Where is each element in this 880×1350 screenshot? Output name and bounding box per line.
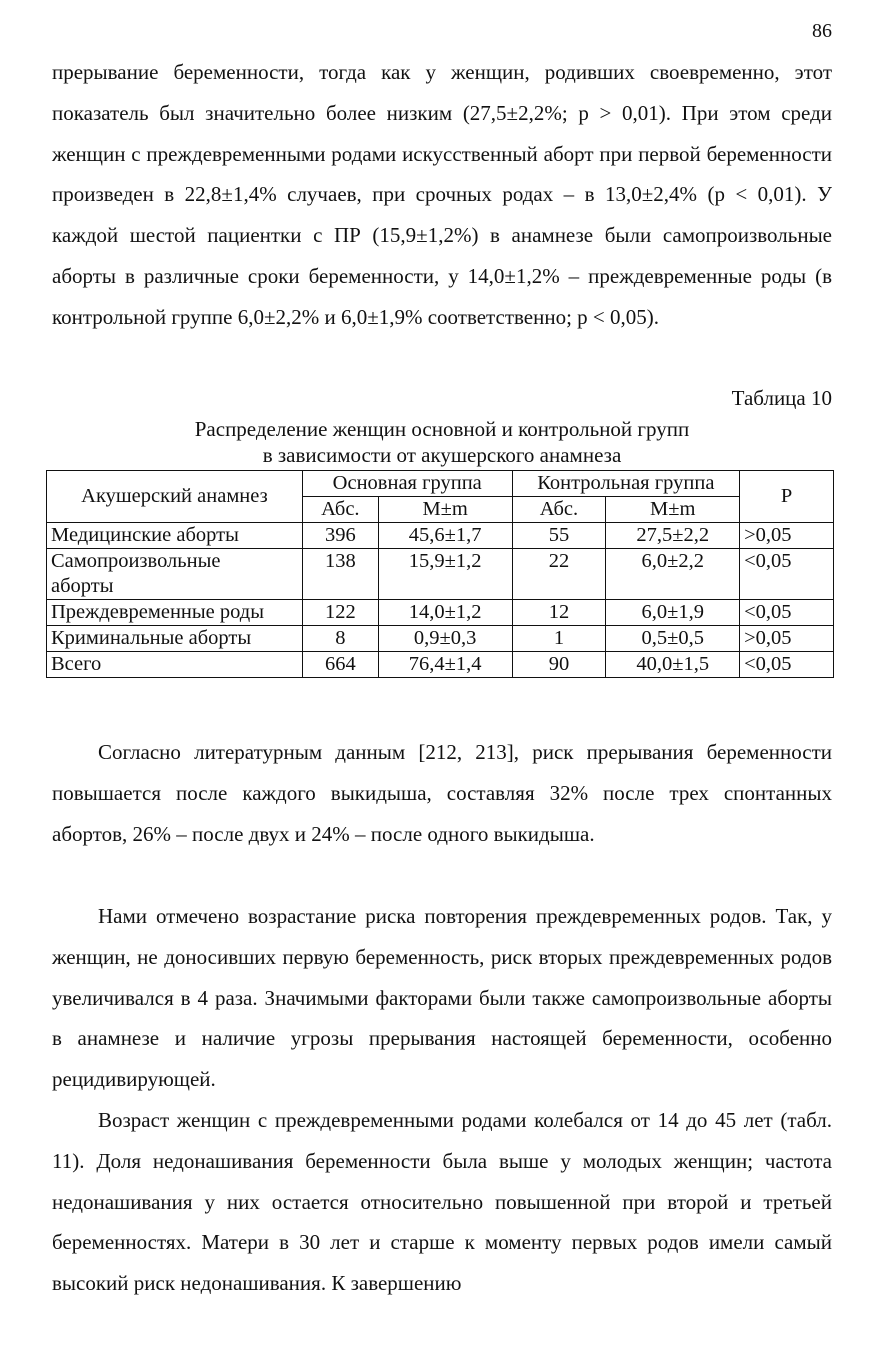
paragraph-2: Согласно литературным данным [212, 213], риск прерывания беременности повышается после каждого выкидыша, составляя 32% после трех спонтанных абортов, 26% – после двух и 24% – после одного выкидыша. [52,740,832,846]
table-header-row [47,471,834,497]
cell-abs-main: 8 [302,626,378,652]
data-table [46,470,834,678]
header-abs-control: Абс. [512,497,606,523]
cell-mm-main: 0,9±0,3 [378,626,512,652]
header-mm-control: М±m [606,497,740,523]
cell-mm-control: 6,0±1,9 [606,600,740,626]
header-mm-main: М±m [378,497,512,523]
cell-mm-main: 45,6±1,7 [378,523,512,549]
paragraph-4: Возраст женщин с преждевременными родами колебался от 14 до 45 лет (табл. 11). Доля недонашивания беременности была выше у молодых женщин; частота недонашивания у них остается относительно повышенной при второй и третьей беременностях. Матери в 30 лет и старше к моменту первых родов имели самый высокий риск недонашивания. К завершению [52,1108,832,1296]
cell-abs-control: 22 [512,549,606,600]
cell-p: <0,05 [740,652,834,678]
cell-abs-control: 90 [512,652,606,678]
row-label: Медицинские аборты [47,523,303,549]
header-abs-main: Абс. [302,497,378,523]
cell-abs-control: 55 [512,523,606,549]
table-caption-line-2: в зависимости от акушерского анамнеза [262,443,622,467]
header-control-group: Контрольная группа [512,471,740,497]
cell-abs-main: 122 [302,600,378,626]
paragraph-3: Нами отмечено возрастание риска повторения преждевременных родов. Так, у женщин, не доносивших первую беременность, риск вторых преждевременных родов увеличивался в 4 раза. Значимыми факторами были также самопроизвольные аборты в анамнезе и наличие угрозы прерывания настоящей беременности, особенно рецидивирующей. [52,904,832,1092]
cell-p: <0,05 [740,600,834,626]
cell-mm-main: 15,9±1,2 [378,549,512,600]
cell-mm-control: 0,5±0,5 [606,626,740,652]
cell-mm-control: 27,5±2,2 [606,523,740,549]
cell-abs-main: 664 [302,652,378,678]
table-caption-line-1: Распределение женщин основной и контрольной групп [194,417,690,441]
row-label: Всего [47,652,303,678]
row-label: Преждевременные роды [47,600,303,626]
cell-p: >0,05 [740,626,834,652]
table-row [47,626,834,652]
row-label: Самопроизвольные аборты [47,549,303,600]
cell-p: >0,05 [740,523,834,549]
cell-abs-main: 396 [302,523,378,549]
row-label: Криминальные аборты [47,626,303,652]
cell-abs-main: 138 [302,549,378,600]
cell-mm-main: 14,0±1,2 [378,600,512,626]
table-row [47,652,834,678]
cell-abs-control: 1 [512,626,606,652]
header-obstetric-history: Акушерский анамнез [47,471,303,523]
cell-p: <0,05 [740,549,834,600]
cell-mm-main: 76,4±1,4 [378,652,512,678]
table-row [47,549,834,600]
page-number: 86 [812,20,832,42]
table-label: Таблица 10 [731,386,832,410]
cell-mm-control: 6,0±2,2 [606,549,740,600]
cell-mm-control: 40,0±1,5 [606,652,740,678]
table-row [47,523,834,549]
table-row [47,600,834,626]
paragraph-1: прерывание беременности, тогда как у женщин, родивших своевременно, этот показатель был значительно более низким (27,5±2,2%; p > 0,01). При этом среди женщин с преждевременными родами искусственный аборт при первой беременности произведен в 22,8±1,4% случаев, при срочных родах – в 13,0±2,4% (p < 0,01). У каждой шестой пациентки с ПР (15,9±1,2%) в анамнезе были самопроизвольные аборты в различные сроки беременности, у 14,0±1,2% – преждевременные роды (в контрольной группе 6,0±2,2% и 6,0±1,9% соответственно; p < 0,05). [52,60,832,329]
cell-abs-control: 12 [512,600,606,626]
table-caption [52,416,832,468]
header-main-group: Основная группа [302,471,512,497]
header-p: P [740,471,834,523]
